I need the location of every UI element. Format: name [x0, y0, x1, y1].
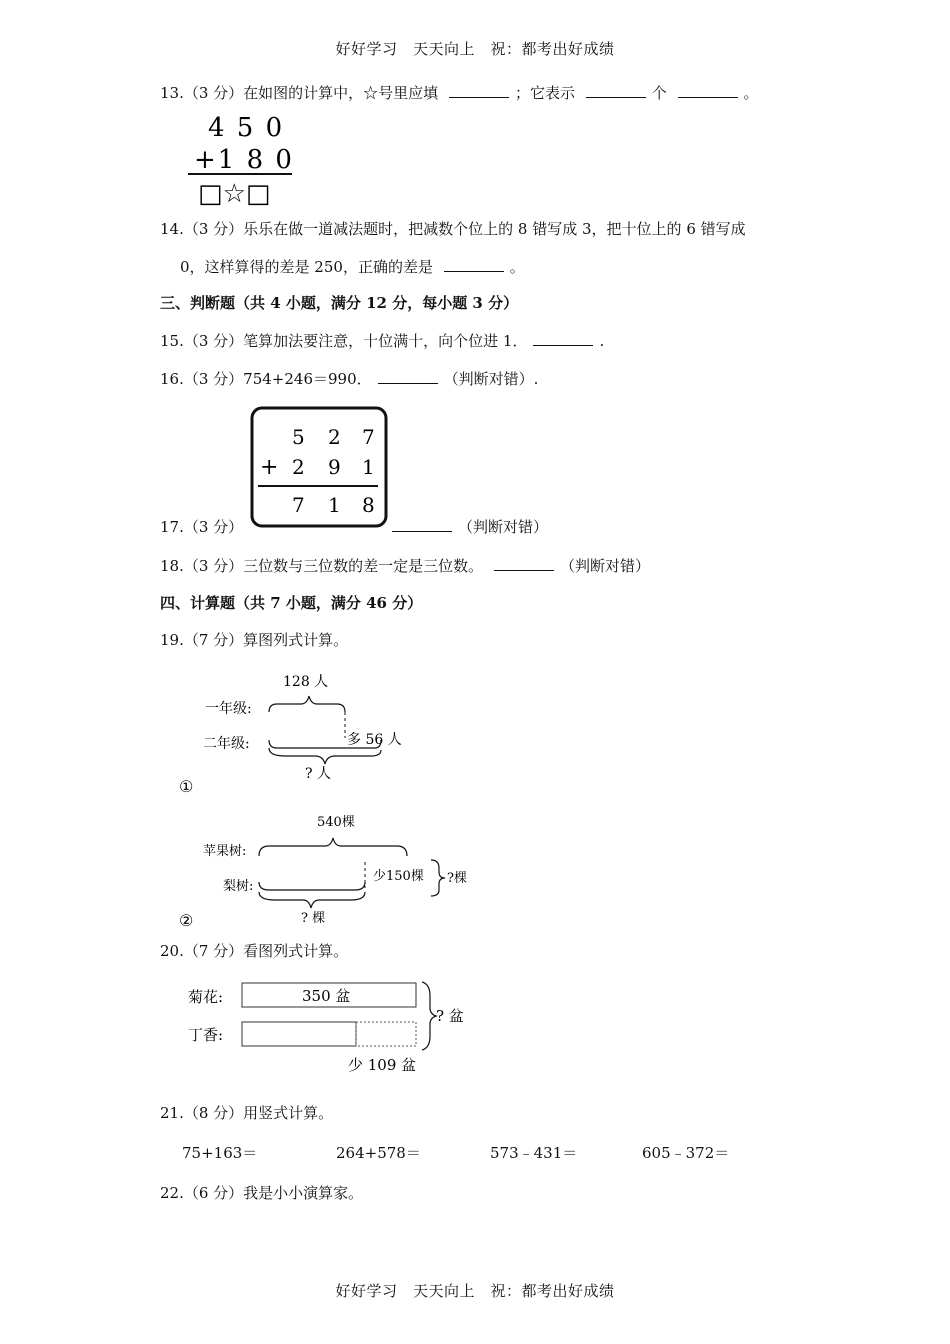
addition-figure-13 — [180, 108, 300, 208]
svg-text:多 56 人: 多 56 人 — [347, 732, 402, 748]
svg-text:540棵: 540棵 — [317, 815, 355, 830]
diagram-20 — [178, 972, 468, 1084]
svg-text:7: 7 — [362, 425, 375, 449]
svg-text:7: 7 — [292, 493, 305, 517]
svg-text:5: 5 — [292, 425, 305, 449]
svg-text:苹果树:: 苹果树: — [203, 844, 247, 859]
svg-text:? 人: ? 人 — [305, 766, 331, 782]
answer-blank[interactable] — [586, 83, 646, 98]
fig-result: □☆□ — [198, 179, 271, 208]
svg-text:2: 2 — [292, 455, 305, 479]
svg-text:? 棵: ? 棵 — [301, 911, 326, 926]
svg-text:? 盆: ? 盆 — [436, 1007, 464, 1025]
question-14-line2: 0，这样算得的差是 250，正确的差是 。 — [180, 258, 525, 276]
question-22: 22.（6 分）我是小小演算家。 — [160, 1184, 364, 1202]
answer-blank[interactable] — [494, 556, 554, 571]
svg-text:少 109 盆: 少 109 盆 — [348, 1056, 417, 1074]
svg-text:?棵: ?棵 — [447, 871, 467, 886]
question-17-answer: （判断对错） — [386, 516, 548, 537]
calc-item: 264+578＝ — [336, 1144, 421, 1162]
svg-text:9: 9 — [328, 455, 341, 479]
section-4-title: 四、计算题（共 7 小题，满分 46 分） — [160, 594, 423, 612]
svg-text:二年级:: 二年级: — [203, 736, 250, 752]
page-footer: 好好学习 天天向上 祝：都考出好成绩 — [335, 1282, 615, 1300]
svg-text:8: 8 — [362, 493, 375, 517]
svg-text:+: + — [260, 455, 279, 480]
answer-blank[interactable] — [678, 83, 738, 98]
addition-figure-17 — [250, 406, 390, 530]
diagram-19-2 — [175, 810, 485, 936]
question-19: 19.（7 分）算图列式计算。 — [160, 631, 349, 649]
calc-item: 605﹣372＝ — [642, 1144, 730, 1162]
question-21: 21.（8 分）用竖式计算。 — [160, 1104, 334, 1122]
circle-number-2: ② — [179, 911, 194, 930]
answer-blank[interactable] — [449, 83, 509, 98]
calc-item: 75+163＝ — [182, 1144, 258, 1162]
svg-text:丁香:: 丁香: — [188, 1026, 224, 1044]
question-15: 15.（3 分）笔算加法要注意，十位满十，向个位进 1． . — [160, 332, 605, 350]
page-header: 好好学习 天天向上 祝：都考出好成绩 — [335, 40, 615, 58]
svg-text:少150棵: 少150棵 — [373, 869, 424, 884]
answer-blank[interactable] — [444, 257, 504, 272]
svg-text:350 盆: 350 盆 — [302, 987, 351, 1005]
question-14-line1: 14.（3 分）乐乐在做一道减法题时，把减数个位上的 8 错写成 3，把十位上的 6 错写成 — [160, 220, 746, 238]
section-3-title: 三、判断题（共 4 小题，满分 12 分，每小题 3 分） — [160, 294, 519, 312]
answer-blank[interactable] — [392, 517, 452, 532]
svg-text:菊花:: 菊花: — [188, 988, 224, 1006]
svg-text:128 人: 128 人 — [283, 674, 329, 690]
svg-text:1: 1 — [362, 455, 375, 479]
answer-blank[interactable] — [378, 369, 438, 384]
diagram-19-1 — [175, 668, 435, 798]
question-18: 18.（3 分）三位数与三位数的差一定是三位数。 （判断对错） — [160, 557, 650, 575]
svg-text:一年级:: 一年级: — [205, 701, 252, 717]
svg-text:1: 1 — [328, 493, 341, 517]
fig-top-number: 4 5 0 — [208, 113, 285, 143]
question-17-label: 17.（3 分） — [160, 518, 244, 536]
svg-text:梨树:: 梨树: — [223, 879, 254, 894]
calc-item: 573﹣431＝ — [490, 1144, 578, 1162]
question-20: 20.（7 分）看图列式计算。 — [160, 942, 349, 960]
fig-second-number: +1 8 0 — [194, 145, 294, 175]
question-13: 13.（3 分）在如图的计算中，☆号里应填 ；它表示 个 。 — [160, 84, 759, 102]
circle-number-1: ① — [179, 777, 194, 796]
svg-text:2: 2 — [328, 425, 341, 449]
question-16: 16.（3 分）754+246＝990． （判断对错）. — [160, 370, 539, 388]
answer-blank[interactable] — [533, 331, 593, 346]
